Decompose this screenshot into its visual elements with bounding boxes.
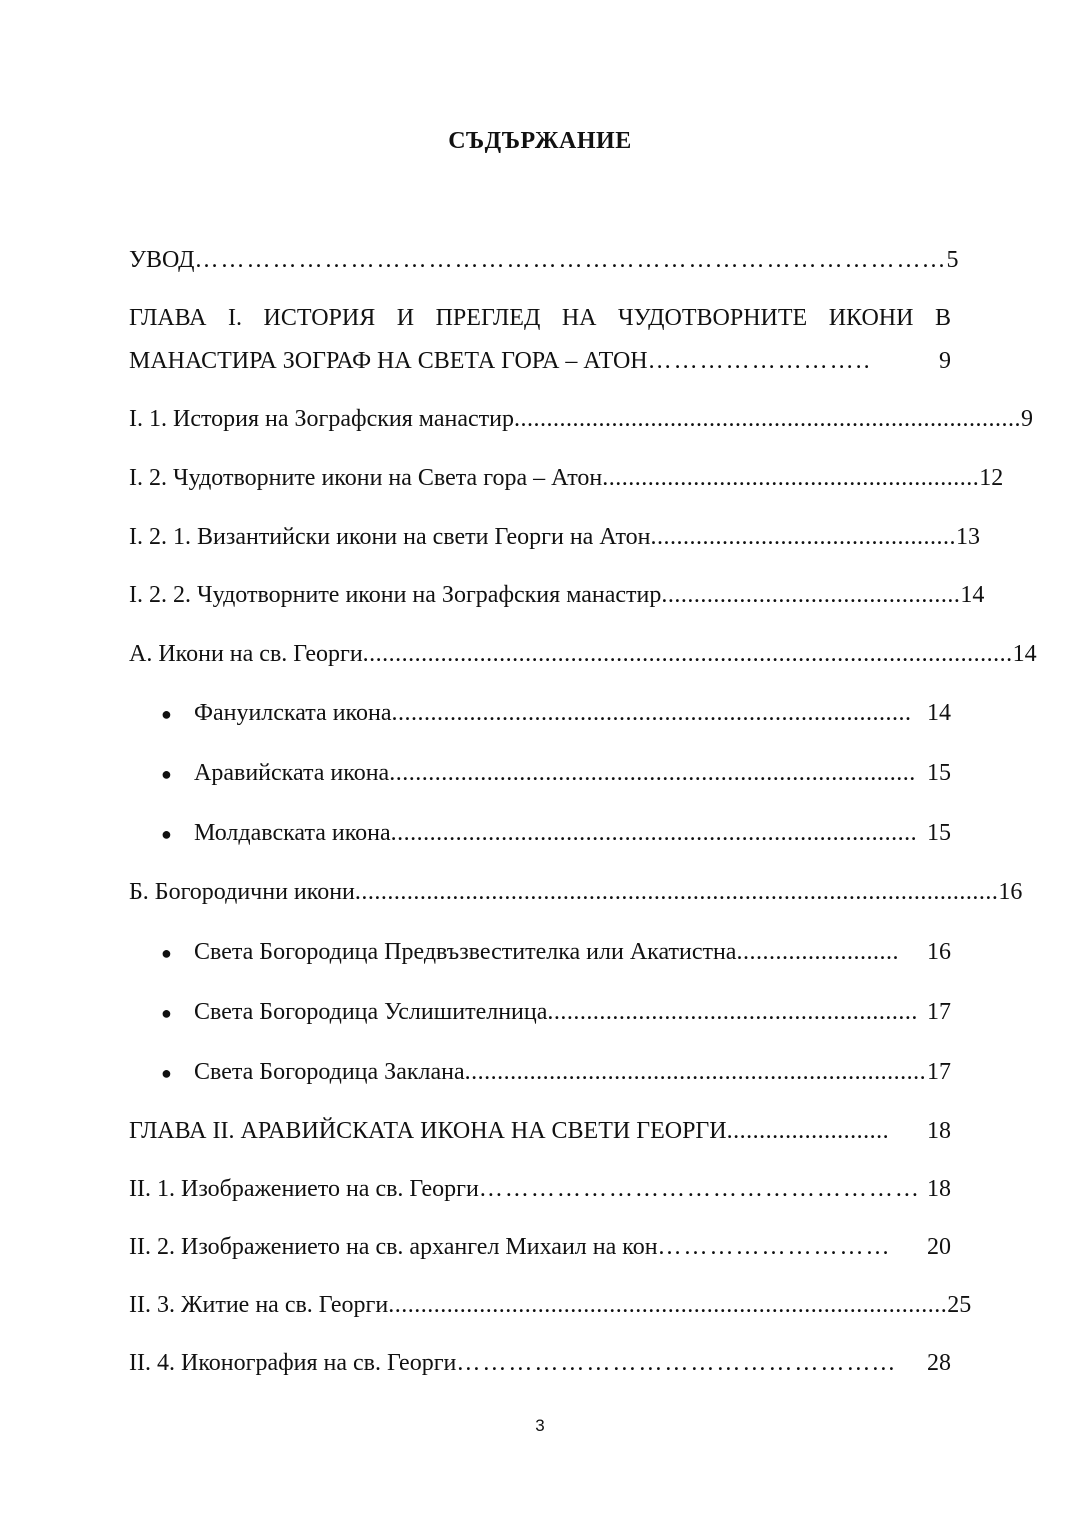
toc-entry-chapter1-line2[interactable] <box>129 346 951 376</box>
toc-leader-dots: …………………………………………………………………………... <box>194 247 947 273</box>
toc-entry-label: Света Богородица Предвъзвестителка или Акатистна <box>194 939 737 965</box>
bullet-icon: ● <box>161 1003 172 1023</box>
toc-page-number: 17 <box>927 999 951 1025</box>
bullet-icon: ● <box>161 824 172 844</box>
bullet-icon: ● <box>161 704 172 724</box>
toc-page-number: 13 <box>955 524 980 550</box>
toc-leader-dots: ......................................................... <box>547 999 918 1025</box>
toc-leader-dots: ................................................................................. <box>390 820 918 846</box>
toc-entry-label: II. 1. Изображението на св. Георги <box>129 1176 479 1202</box>
toc-page-number: 16 <box>927 939 951 965</box>
toc-leader-dots: …………………………………………… <box>478 1176 921 1202</box>
toc-entry-section[interactable] <box>129 463 1004 493</box>
toc-entry-section[interactable] <box>129 1290 972 1320</box>
toc-entry-bullet[interactable] <box>161 758 951 789</box>
toc-entry-section[interactable] <box>129 1232 951 1262</box>
toc-page-number: 16 <box>998 879 1023 905</box>
toc-entry-label: II. 2. Изображението на св. архангел Михаил на кон <box>129 1234 658 1260</box>
toc-leader-dots: ............................................... <box>650 524 956 550</box>
bullet-icon: ● <box>161 943 172 963</box>
toc-entry-label: I. 1. История на Зографския манастир <box>129 406 514 432</box>
toc-entry-section[interactable] <box>129 1348 951 1378</box>
toc-entry-label: А. Икони на св. Георги <box>129 641 363 667</box>
toc-leader-dots: …………………….. <box>647 348 872 374</box>
toc-leader-dots: .................................................................................................... <box>362 641 1013 667</box>
toc-page-number: 12 <box>979 465 1004 491</box>
toc-leader-dots: ...................................................................................... <box>388 1292 948 1318</box>
toc-page-number: 17 <box>927 1059 951 1085</box>
toc-entry-label: Света Богородица Заклана <box>194 1059 465 1085</box>
toc-entry-bullet[interactable] <box>161 818 951 849</box>
toc-entry-label: Аравийската икона <box>194 760 390 786</box>
toc-page-number: 25 <box>947 1292 972 1318</box>
toc-entry-label: МАНАСТИРА ЗОГРАФ НА СВЕТА ГОРА – АТОН <box>129 348 648 374</box>
toc-page-number: 18 <box>927 1176 951 1202</box>
toc-entry-subsection[interactable] <box>129 580 985 610</box>
toc-entry-label: I. 2. 2. Чудотворните икони на Зографския манастир <box>129 582 662 608</box>
toc-page-number: 18 <box>927 1118 951 1144</box>
toc-entry-label: II. 3. Житие на св. Георги <box>129 1292 389 1318</box>
toc-entry-subsection[interactable] <box>129 522 980 552</box>
toc-leader-dots: ................................................................................ <box>391 700 912 726</box>
toc-entry-label: УВОД <box>129 247 195 273</box>
toc-page-number: 14 <box>960 582 985 608</box>
toc-page-number: 14 <box>1012 641 1037 667</box>
page-number: 3 <box>535 1416 545 1435</box>
toc-page-number: 5 <box>946 247 959 273</box>
toc-page-number: 9 <box>939 348 951 374</box>
toc-leader-dots: .............................................. <box>661 582 961 608</box>
toc-page-number: 20 <box>927 1234 951 1260</box>
toc-entry-label: ГЛАВА II. АРАВИЙСКАТА ИКОНА НА СВЕТИ ГЕОРГИ <box>129 1118 727 1144</box>
bullet-icon: ● <box>161 1063 172 1083</box>
toc-page-number: 15 <box>927 820 951 846</box>
toc-entry-section[interactable] <box>129 1174 951 1204</box>
toc-leader-dots: ......................... <box>726 1118 890 1144</box>
toc-leader-dots: ....................................................................... <box>464 1059 927 1085</box>
toc-entry-bullet[interactable] <box>161 698 951 729</box>
toc-entry-label: I. 2. Чудотворните икони на Света гора – Атон <box>129 465 603 491</box>
bullet-icon: ● <box>161 764 172 784</box>
toc-page-number: 9 <box>1020 406 1033 432</box>
toc-entry-group[interactable] <box>129 877 1023 907</box>
toc-entry-label: I. 2. 1. Византийски икони на свети Георги на Атон <box>129 524 651 550</box>
toc-entry-bullet[interactable] <box>161 997 951 1028</box>
toc-entry-section[interactable] <box>129 404 1033 434</box>
toc-leader-dots: .......................................................... <box>602 465 980 491</box>
toc-leader-dots: ......................... <box>736 939 899 965</box>
toc-entry-label: Б. Богородични икони <box>129 879 355 905</box>
toc-entry-chapter1-line1[interactable]: ГЛАВА I. ИСТОРИЯ И ПРЕГЛЕД НА ЧУДОТВОРНИТЕ ИКОНИ В <box>129 305 951 331</box>
toc-entry-bullet[interactable] <box>161 1057 951 1088</box>
toc-leader-dots: ……………………… <box>657 1234 892 1260</box>
toc-entry-intro[interactable] <box>129 245 959 275</box>
toc-leader-dots: .............................................................................. <box>513 406 1021 432</box>
toc-entry-chapter2[interactable] <box>129 1116 951 1146</box>
toc-leader-dots: ................................................................................................... <box>354 879 999 905</box>
toc-page-number: 14 <box>927 700 951 726</box>
toc-leader-dots: ................................................................................. <box>389 760 916 786</box>
toc-leader-dots: …………………………………………... <box>456 1350 897 1376</box>
toc-entry-label: Фануилската икона <box>194 700 392 726</box>
toc-entry-label: II. 4. Иконография на св. Георги <box>129 1350 457 1376</box>
toc-page-number: 28 <box>927 1350 951 1376</box>
toc-entry-label: Молдавската икона <box>194 820 391 846</box>
toc-entry-label: Света Богородица Услишителница <box>194 999 548 1025</box>
toc-page-number: 15 <box>927 760 951 786</box>
toc-entry-bullet[interactable] <box>161 937 951 968</box>
document-title: СЪДЪРЖАНИЕ <box>448 128 632 154</box>
toc-entry-group[interactable] <box>129 639 1037 669</box>
